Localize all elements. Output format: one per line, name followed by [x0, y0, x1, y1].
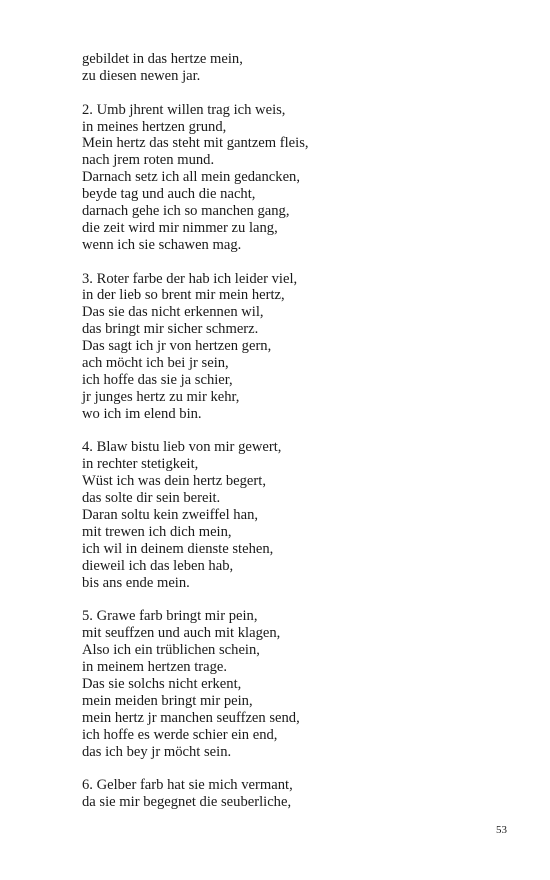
verse-line: Darnach setz ich all mein gedancken, — [82, 169, 300, 186]
verse-line: Mein hertz das steht mit gantzem fleis, — [82, 135, 309, 152]
verse-line: das bringt mir sicher schmerz. — [82, 321, 259, 338]
verse-line: bis ans ende mein. — [82, 574, 190, 591]
verse-line: 5. Grawe farb bringt mir pein, — [82, 608, 258, 625]
verse-line: 4. Blaw bistu lieb von mir gewert, — [82, 439, 282, 456]
verse-line: 2. Umb jhrent willen trag ich weis, — [82, 101, 286, 118]
stanza-5 — [82, 608, 522, 760]
stanza-6 — [82, 777, 522, 811]
verse-line: Das sie solchs nicht erkent, — [82, 675, 242, 692]
verse-line: mit trewen ich dich mein, — [82, 523, 232, 540]
verse-line: in der lieb so brent mir mein hertz, — [82, 287, 285, 304]
verse-line: mein hertz jr manchen seuffzen send, — [82, 709, 300, 726]
stanza-2 — [82, 102, 522, 254]
stanza-4 — [82, 439, 522, 591]
verse-line: die zeit wird mir nimmer zu lang, — [82, 219, 278, 236]
verse-line: jr junges hertz zu mir kehr, — [82, 388, 240, 405]
verse-line: Daran soltu kein zweiffel han, — [82, 507, 259, 524]
verse-line: 6. Gelber farb hat sie mich vermant, — [82, 777, 293, 794]
verse-line: das ich bey jr möcht sein. — [82, 743, 232, 760]
verse-line: in rechter stetigkeit, — [82, 456, 199, 473]
poem-text — [82, 51, 522, 828]
verse-line: zu diesen newen jar. — [82, 67, 201, 84]
verse-line: in meines hertzen grund, — [82, 118, 227, 135]
verse-line: dieweil ich das leben hab, — [82, 557, 234, 574]
page-number: 53 — [496, 824, 507, 836]
verse-line: mit seuffzen und auch mit klagen, — [82, 625, 281, 642]
verse-line: ich wil in deinem dienste stehen, — [82, 540, 274, 557]
verse-line: da sie mir begegnet die seuberliche, — [82, 794, 292, 811]
verse-line: ach möcht ich bei jr sein, — [82, 355, 229, 372]
verse-line: beyde tag und auch die nacht, — [82, 186, 256, 203]
verse-line: Wüst ich was dein hertz begert, — [82, 473, 266, 490]
verse-line: 3. Roter farbe der hab ich leider viel, — [82, 270, 298, 287]
verse-line: gebildet in das hertze mein, — [82, 51, 243, 67]
verse-line: darnach gehe ich so manchen gang, — [82, 203, 290, 220]
verse-line: nach jrem roten mund. — [82, 152, 215, 169]
stanza-3 — [82, 271, 522, 423]
verse-line: wenn ich sie schawen mag. — [82, 236, 242, 253]
verse-line: ich hoffe das sie ja schier, — [82, 371, 233, 388]
verse-line: wo ich im elend bin. — [82, 405, 202, 422]
verse-line: Also ich ein trüblichen schein, — [82, 642, 260, 659]
verse-line: mein meiden bringt mir pein, — [82, 692, 253, 709]
verse-line: das solte dir sein bereit. — [82, 490, 221, 507]
verse-line: in meinem hertzen trage. — [82, 659, 228, 676]
verse-line: Das sie das nicht erkennen wil, — [82, 304, 264, 321]
stanza-1 — [82, 51, 522, 85]
verse-line: ich hoffe es werde schier ein end, — [82, 726, 278, 743]
verse-line: Das sagt ich jr von hertzen gern, — [82, 338, 272, 355]
